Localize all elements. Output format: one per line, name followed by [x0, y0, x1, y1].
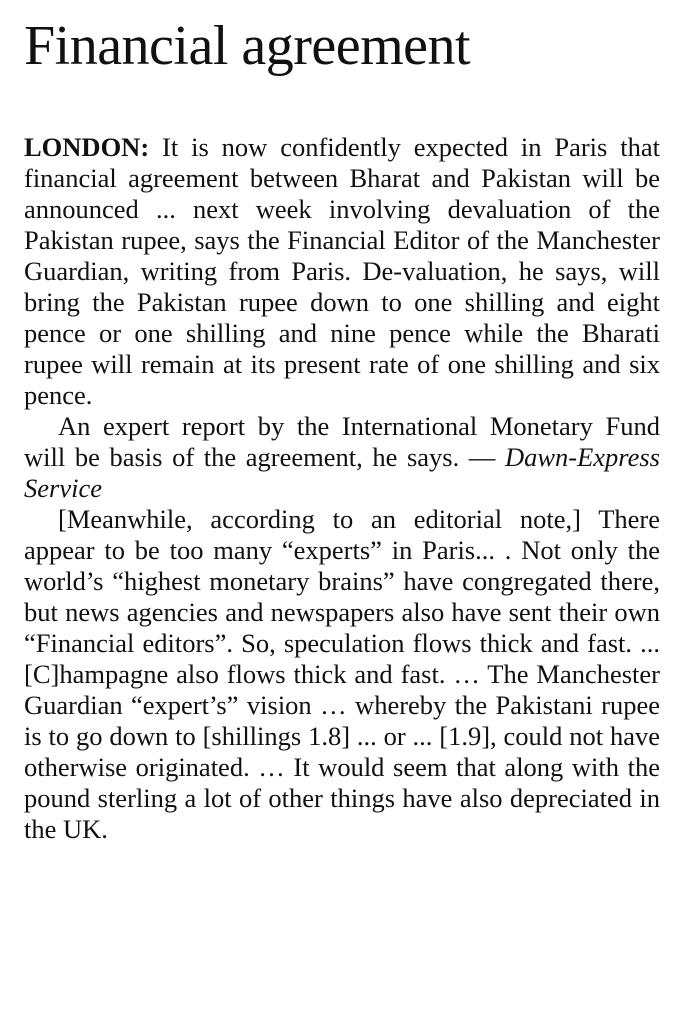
paragraph-london-report — [24, 132, 660, 411]
dateline: LONDON: — [24, 132, 150, 162]
paragraph-text: It is now confidently expected in Paris that financial agreement between Bharat and Pakistan will be announced ... next week involving devaluation of the Pakistan rupee, says the Financial Editor of the Manchester Guardian, writing from Paris. De-valuation, he says, will bring the Pakistan rupee down to one shilling and eight pence or one shilling and nine pence while the Bharati rupee will remain at its present rate of one shilling and six pence. — [24, 132, 660, 410]
article-body — [24, 132, 660, 845]
paragraph-imf-report — [24, 411, 660, 504]
paragraph-text: [Meanwhile, according to an editorial note,] There appear to be too many “experts” in Paris... . Not only the world’s “highest monetary brains” have congregated there, but news agencies and newspapers also have sent their own “Financial editors”. So, speculation flows thick and fast. ...[C]hampagne also flows thick and fast. … The Manchester Guardian “expert’s” vision … whereby the Pakistani rupee is to go down to [shillings 1.8] ... or ... [1.9], could not have otherwise originated. … It would seem that along with the pound sterling a lot of other things have also depreciated in the UK. — [24, 504, 660, 844]
paragraph-editorial-note — [24, 504, 660, 845]
article-headline: Financial agreement — [24, 15, 471, 77]
news-credit: Dawn-Express Service — [24, 442, 660, 503]
paragraph-text: An expert report by the International Monetary Fund will be basis of the agreement, he says. — — [24, 411, 660, 472]
news-article — [24, 0, 660, 845]
